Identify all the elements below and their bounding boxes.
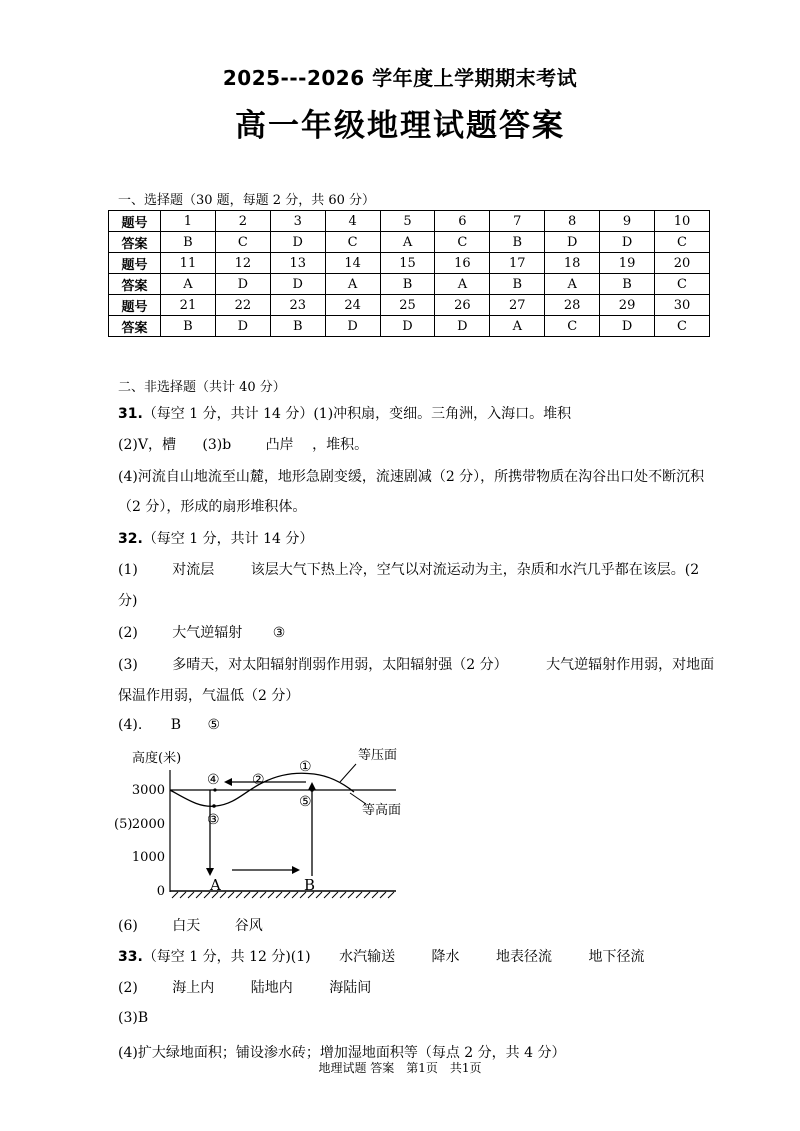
- table-row: [109, 211, 710, 232]
- answer-cell: D: [545, 232, 600, 253]
- isobar-leader: [340, 764, 356, 782]
- q33-p2-b: 陆地内: [250, 980, 293, 996]
- upper-arrowhead: [224, 778, 232, 786]
- table-row: [109, 295, 710, 316]
- q33-line1: 33.（每空 1 分，共 12 分)(1) 水汽输送 降水 地表径流 地下径流: [118, 949, 645, 965]
- isobar-label: 等压面: [358, 748, 398, 763]
- answer-cell: B: [600, 274, 655, 295]
- tick-2000: 2000: [131, 817, 165, 832]
- answer-cell: B: [380, 274, 435, 295]
- answer-cell: B: [270, 316, 325, 337]
- q31-line2: [118, 434, 368, 454]
- question-number-cell: 4: [325, 211, 380, 232]
- point-4-label: ④: [207, 772, 220, 788]
- question-number-cell: 21: [161, 295, 216, 316]
- question-number-row-label: 题号: [109, 295, 161, 316]
- tick-0: 0: [156, 884, 165, 899]
- question-number-cell: 11: [161, 253, 216, 274]
- q33-intro: （每空 1 分，共 12 分)(1): [142, 949, 311, 965]
- circulation-diagram: [114, 742, 418, 904]
- question-number-cell: 18: [545, 253, 600, 274]
- question-number-cell: 3: [270, 211, 325, 232]
- isoheight-label: 等高面: [362, 803, 402, 818]
- answer-cell: D: [215, 274, 270, 295]
- question-number-cell: 15: [380, 253, 435, 274]
- q32-p3-label: (3): [118, 657, 138, 673]
- q31-text: （每空 1 分，共计 14 分）(1)冲积扇，变细。三角洲，入海口。堆积: [142, 406, 572, 422]
- answer-table: [108, 210, 710, 337]
- table-row: [109, 274, 710, 295]
- q33-p1-d: 地下径流: [588, 949, 645, 965]
- page-title: 高一年级地理试题答案: [235, 108, 565, 144]
- answer-cell: D: [380, 316, 435, 337]
- q32-part3: [118, 654, 714, 674]
- q32-p2-label: (2): [118, 625, 138, 641]
- q31-line1: 31.（每空 1 分，共计 14 分）(1)冲积扇，变细。三角洲，入海口。堆积: [118, 406, 572, 422]
- answer-cell: A: [380, 232, 435, 253]
- point-1-label: ①: [299, 759, 312, 775]
- answer-cell: C: [545, 316, 600, 337]
- q32-intro: 32.（每空 1 分，共计 14 分）: [118, 531, 314, 547]
- q32-p6-label: (6): [118, 918, 138, 934]
- q33-line2: [118, 977, 371, 997]
- answer-cell: B: [161, 316, 216, 337]
- q32-part6: [118, 915, 263, 935]
- question-number-cell: 17: [490, 253, 545, 274]
- q32-intro-text: （每空 1 分，共计 14 分）: [142, 531, 314, 547]
- question-number-cell: 19: [600, 253, 655, 274]
- q33-p1-b: 降水: [431, 949, 460, 965]
- q32-p1-answer: 对流层: [172, 562, 215, 578]
- q32-p3-answer: 多晴天，对太阳辐射削弱作用弱，太阳辐射强（2 分）: [172, 657, 508, 673]
- q32-p2-answer: 大气逆辐射: [172, 625, 243, 641]
- ground-label-b: B: [304, 876, 316, 894]
- answer-cell: A: [545, 274, 600, 295]
- q32-p6-answer: 白天: [172, 918, 201, 934]
- answer-cell: C: [655, 316, 710, 337]
- question-number-cell: 25: [380, 295, 435, 316]
- question-number-cell: 8: [545, 211, 600, 232]
- table-row: [109, 253, 710, 274]
- answer-cell: D: [270, 232, 325, 253]
- exam-name: 2025---2026 学年度上学期期末考试: [222, 66, 578, 90]
- answer-cell: A: [435, 274, 490, 295]
- answer-cell: D: [435, 316, 490, 337]
- question-number-cell: 9: [600, 211, 655, 232]
- point-3-label: ③: [207, 812, 220, 828]
- answer-cell: C: [655, 274, 710, 295]
- question-number-cell: 10: [655, 211, 710, 232]
- q33-line3: (3)B: [118, 1010, 149, 1026]
- ground-hatching: [172, 892, 394, 898]
- point-5-dot: [310, 788, 314, 792]
- q31-line3: (4)河流自山地流至山麓，地形急剧变缓，流速剧减（2 分），所携带物质在沟谷出口处不断沉积: [118, 469, 705, 485]
- surface-arrowhead: [292, 866, 300, 874]
- answer-cell: B: [161, 232, 216, 253]
- q32-part2: [118, 622, 285, 642]
- answer-cell: B: [490, 232, 545, 253]
- q32-number: 32: [118, 531, 138, 547]
- answer-cell: A: [325, 274, 380, 295]
- sink-arrowhead: [206, 868, 214, 876]
- q32-p4-label: (4).: [118, 717, 143, 733]
- question-number-cell: 24: [325, 295, 380, 316]
- q31-answer-3: (3)b: [202, 437, 232, 453]
- question-number-cell: 29: [600, 295, 655, 316]
- q32-p3-answer-b: 大气逆辐射作用弱，对地面: [546, 657, 715, 673]
- point-4-dot: [213, 788, 216, 791]
- section1-heading: 一、选择题（30 题，每题 2 分，共 60 分）: [118, 193, 376, 208]
- y-axis-label: 高度(米): [132, 751, 182, 766]
- q33-number: 33: [118, 949, 138, 965]
- answer-cell: C: [435, 232, 490, 253]
- point-2-label: ②: [252, 772, 265, 788]
- q31-answer-2: (2)V，槽: [118, 437, 176, 453]
- question-number-cell: 7: [490, 211, 545, 232]
- question-number-cell: 14: [325, 253, 380, 274]
- answer-row-label: 答案: [109, 232, 161, 253]
- q32-p1-explain: 该层大气下热上冷，空气以对流运动为主，杂质和水汽几乎都在该层。(2: [250, 562, 700, 578]
- q31-answer-3c: ，堆积。: [312, 437, 369, 453]
- point-5-label: ⑤: [299, 794, 312, 810]
- question-number-cell: 5: [380, 211, 435, 232]
- q32-part1: [118, 559, 699, 579]
- question-number-cell: 16: [435, 253, 490, 274]
- q32-p6-answer-b: 谷风: [234, 918, 263, 934]
- section2-heading: 二、非选择题（共计 40 分）: [118, 380, 286, 395]
- q32-p4-answer-b: ⑤: [207, 717, 221, 733]
- question-number-cell: 1: [161, 211, 216, 232]
- q32-part3-cont: 保温作用弱，气温低（2 分）: [118, 688, 300, 704]
- answer-cell: A: [490, 316, 545, 337]
- q31-number: 31: [118, 406, 138, 422]
- q33-p2-label: (2): [118, 980, 138, 996]
- question-number-cell: 26: [435, 295, 490, 316]
- q32-part4: [118, 717, 220, 733]
- question-number-cell: 6: [435, 211, 490, 232]
- question-number-row-label: 题号: [109, 211, 161, 232]
- answer-cell: C: [325, 232, 380, 253]
- question-number-cell: 12: [215, 253, 270, 274]
- answer-cell: A: [161, 274, 216, 295]
- answer-cell: D: [325, 316, 380, 337]
- q31-answer-3b: 凸岸: [265, 437, 294, 453]
- question-number-cell: 20: [655, 253, 710, 274]
- answer-cell: B: [490, 274, 545, 295]
- q31-line4: （2 分），形成的扇形堆积体。: [118, 499, 307, 515]
- table-row: [109, 232, 710, 253]
- question-number-row-label: 题号: [109, 253, 161, 274]
- answer-cell: D: [215, 316, 270, 337]
- question-number-cell: 13: [270, 253, 325, 274]
- question-number-cell: 2: [215, 211, 270, 232]
- point-3-dot: [212, 804, 216, 808]
- answer-row-label: 答案: [109, 274, 161, 295]
- q33-line4: (4)扩大绿地面积；铺设渗水砖；增加湿地面积等（每点 2 分，共 4 分）: [118, 1045, 566, 1061]
- part5-label: (5): [114, 817, 133, 832]
- question-number-cell: 27: [490, 295, 545, 316]
- tick-3000: 3000: [131, 783, 165, 798]
- question-number-cell: 30: [655, 295, 710, 316]
- q32-p1-label: (1): [118, 562, 138, 578]
- q33-p2-a: 海上内: [172, 980, 215, 996]
- answer-cell: C: [215, 232, 270, 253]
- ground-label-a: A: [210, 876, 221, 894]
- question-number-cell: 23: [270, 295, 325, 316]
- answer-cell: D: [270, 274, 325, 295]
- answer-cell: C: [655, 232, 710, 253]
- q32-part1-cont: 分): [118, 593, 138, 609]
- q32-p4-answer: B: [170, 717, 182, 733]
- answer-cell: D: [600, 232, 655, 253]
- q33-p2-c: 海陆间: [329, 980, 372, 996]
- table-row: [109, 316, 710, 337]
- answer-row-label: 答案: [109, 316, 161, 337]
- tick-1000: 1000: [131, 850, 165, 865]
- page-footer: 地理试题 答案 第1页 共1页: [318, 1061, 482, 1075]
- q33-p1-c: 地表径流: [496, 949, 552, 965]
- q33-p1-a: 水汽输送: [339, 949, 396, 965]
- question-number-cell: 22: [215, 295, 270, 316]
- answer-cell: D: [600, 316, 655, 337]
- question-number-cell: 28: [545, 295, 600, 316]
- q32-p2-answer-b: ③: [272, 625, 286, 641]
